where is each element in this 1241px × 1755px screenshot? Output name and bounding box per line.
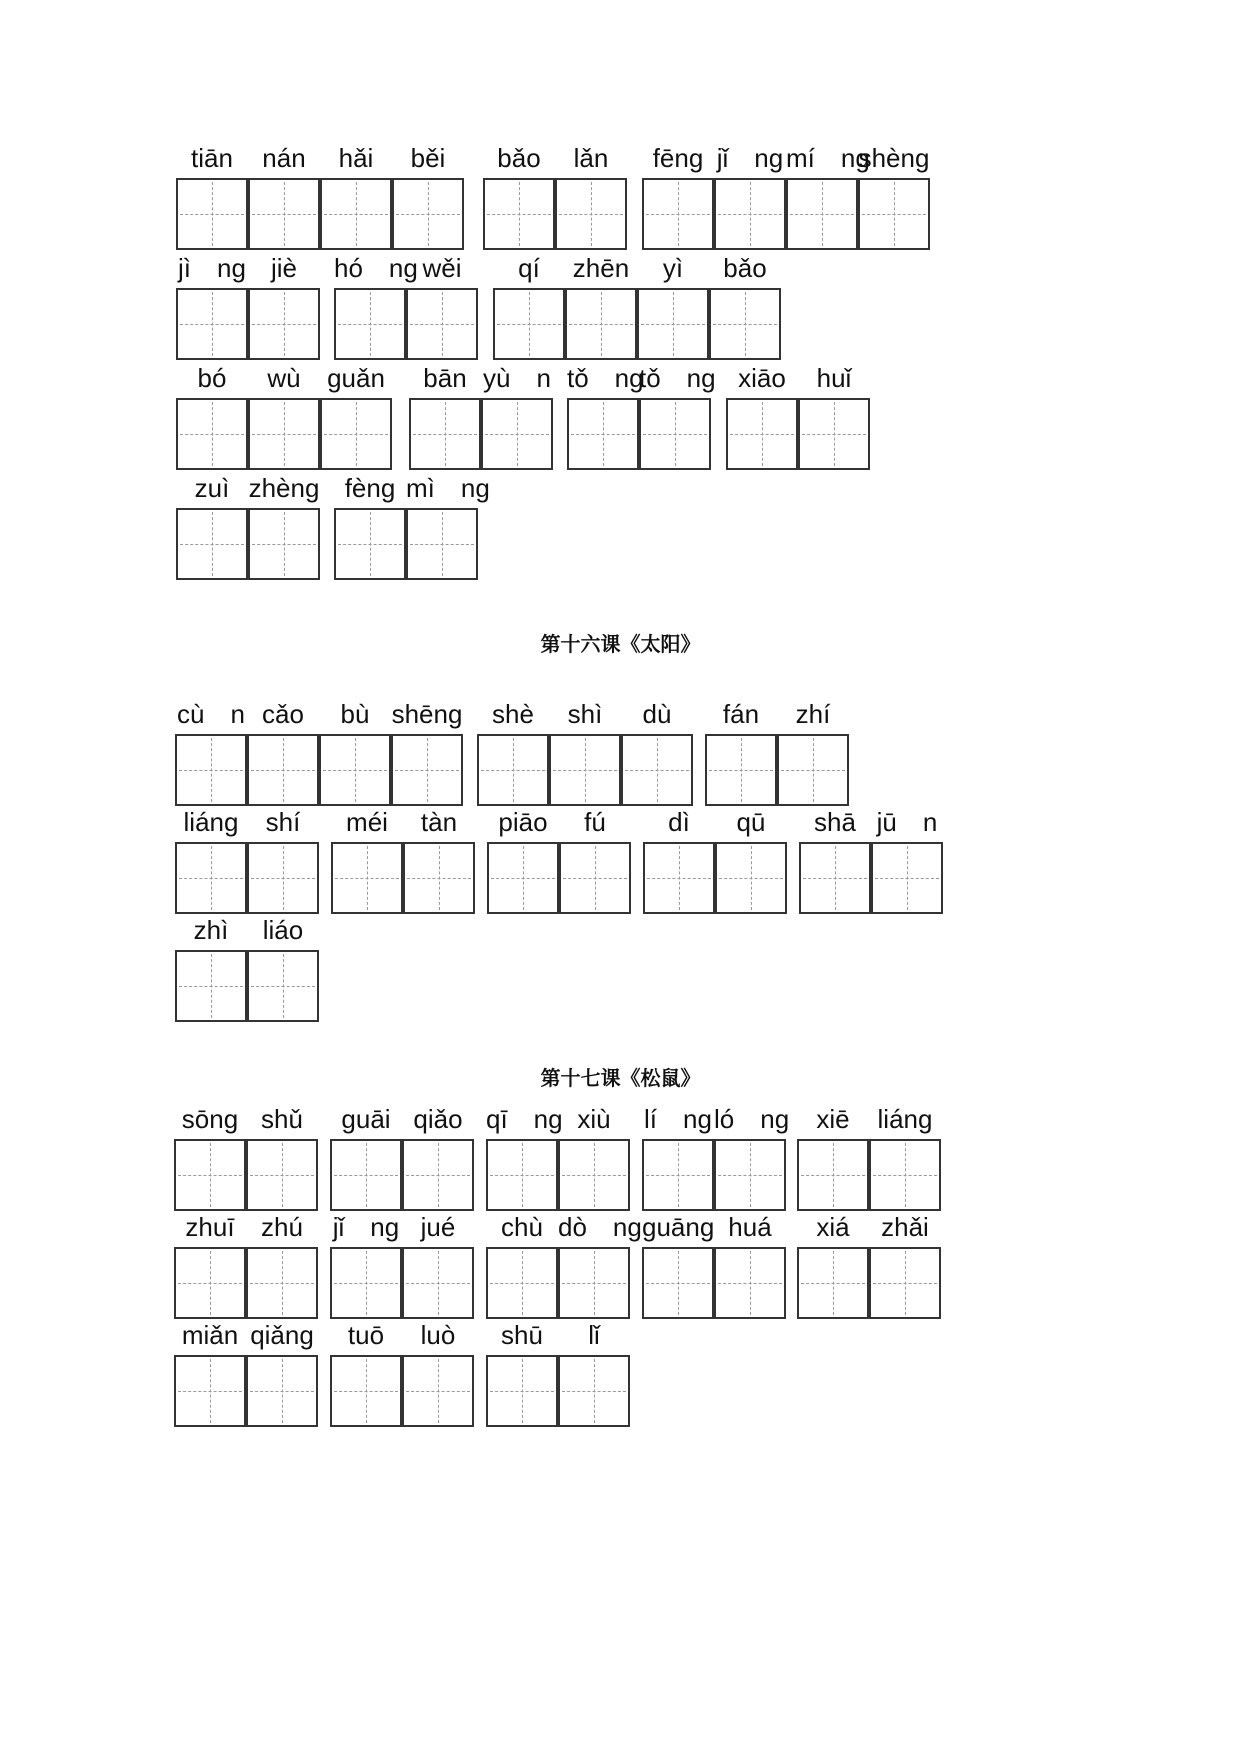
guide-line-vertical bbox=[428, 182, 429, 246]
pinyin-row bbox=[0, 250, 1241, 360]
word-group bbox=[175, 696, 463, 806]
writing-box[interactable] bbox=[246, 1139, 318, 1211]
writing-box[interactable] bbox=[642, 1139, 714, 1211]
writing-box[interactable] bbox=[402, 1355, 474, 1427]
writing-box[interactable] bbox=[705, 734, 777, 806]
writing-box[interactable] bbox=[549, 734, 621, 806]
guide-line-vertical bbox=[905, 1251, 906, 1315]
guide-line-vertical bbox=[762, 402, 763, 466]
pinyin-label: zhēn bbox=[572, 253, 630, 283]
writing-box[interactable] bbox=[715, 842, 787, 914]
guide-line-vertical bbox=[594, 1143, 595, 1207]
writing-box[interactable] bbox=[786, 178, 858, 250]
pinyin-label: mì ng bbox=[406, 473, 490, 503]
pinyin-label: tǒ ng bbox=[567, 363, 644, 393]
writing-box[interactable] bbox=[406, 288, 478, 360]
guide-line-vertical bbox=[283, 846, 284, 910]
guide-line-vertical bbox=[585, 738, 586, 802]
pinyin-label: fèng bbox=[344, 473, 396, 503]
writing-box[interactable] bbox=[248, 288, 320, 360]
guide-line-vertical bbox=[750, 1143, 751, 1207]
writing-box[interactable] bbox=[714, 178, 786, 250]
pinyin-label: xiē bbox=[816, 1104, 850, 1134]
guide-line-vertical bbox=[284, 402, 285, 466]
pinyin-label: shǔ bbox=[261, 1104, 303, 1134]
word-group bbox=[176, 250, 320, 360]
pinyin-label: yì bbox=[662, 253, 684, 283]
writing-box[interactable] bbox=[797, 1247, 869, 1319]
writing-box[interactable] bbox=[643, 842, 715, 914]
pinyin-label: nán bbox=[262, 143, 306, 173]
pinyin-label: jū n bbox=[876, 807, 938, 837]
writing-box[interactable] bbox=[477, 734, 549, 806]
writing-box[interactable] bbox=[176, 508, 248, 580]
guide-line-vertical bbox=[675, 402, 676, 466]
pinyin-row bbox=[0, 696, 1241, 806]
writing-box[interactable] bbox=[714, 1247, 786, 1319]
guide-line-vertical bbox=[750, 1251, 751, 1315]
writing-box[interactable] bbox=[330, 1355, 402, 1427]
pinyin-label: shū bbox=[501, 1320, 543, 1350]
writing-box[interactable] bbox=[486, 1139, 558, 1211]
writing-box[interactable] bbox=[176, 178, 248, 250]
pinyin-row bbox=[0, 140, 1241, 250]
writing-box[interactable] bbox=[248, 508, 320, 580]
pinyin-label: xiá bbox=[816, 1212, 850, 1242]
writing-box[interactable] bbox=[558, 1355, 630, 1427]
word-group bbox=[175, 912, 319, 1022]
pinyin-label: wù bbox=[267, 363, 301, 393]
writing-box[interactable] bbox=[709, 288, 781, 360]
writing-box[interactable] bbox=[642, 178, 714, 250]
pinyin-label: tiān bbox=[191, 143, 233, 173]
pinyin-label: qiǎo bbox=[413, 1104, 463, 1134]
guide-line-vertical bbox=[529, 292, 530, 356]
word-group bbox=[483, 140, 627, 250]
guide-line-vertical bbox=[442, 512, 443, 576]
guide-line-vertical bbox=[595, 846, 596, 910]
word-group bbox=[330, 1209, 474, 1319]
writing-box[interactable] bbox=[558, 1247, 630, 1319]
guide-line-vertical bbox=[594, 1251, 595, 1315]
writing-box[interactable] bbox=[174, 1247, 246, 1319]
pinyin-label: shí bbox=[265, 807, 301, 837]
guide-line-vertical bbox=[356, 402, 357, 466]
guide-line-vertical bbox=[523, 846, 524, 910]
guide-line-vertical bbox=[438, 1251, 439, 1315]
writing-box[interactable] bbox=[406, 508, 478, 580]
guide-line-vertical bbox=[212, 512, 213, 576]
word-group bbox=[705, 696, 849, 806]
pinyin-label: zhèng bbox=[248, 473, 320, 503]
word-group bbox=[330, 1101, 474, 1211]
writing-box[interactable] bbox=[487, 842, 559, 914]
word-group bbox=[486, 1317, 630, 1427]
guide-line-vertical bbox=[519, 182, 520, 246]
pinyin-label: shè bbox=[492, 699, 534, 729]
writing-box[interactable] bbox=[246, 1247, 318, 1319]
guide-line-vertical bbox=[366, 1359, 367, 1423]
pinyin-label: wěi bbox=[422, 253, 462, 283]
writing-box[interactable] bbox=[392, 178, 464, 250]
writing-box[interactable] bbox=[320, 178, 392, 250]
writing-box[interactable] bbox=[858, 178, 930, 250]
guide-line-vertical bbox=[833, 1251, 834, 1315]
pinyin-label: fēng bbox=[652, 143, 704, 173]
pinyin-label: bù bbox=[340, 699, 370, 729]
writing-box[interactable] bbox=[714, 1139, 786, 1211]
guide-line-vertical bbox=[513, 738, 514, 802]
pinyin-label: shì bbox=[567, 699, 603, 729]
writing-box[interactable] bbox=[558, 1139, 630, 1211]
guide-line-vertical bbox=[284, 292, 285, 356]
writing-box[interactable] bbox=[403, 842, 475, 914]
guide-line-vertical bbox=[445, 402, 446, 466]
guide-line-vertical bbox=[594, 1359, 595, 1423]
pinyin-label: fú bbox=[584, 807, 606, 837]
pinyin-label: méi bbox=[346, 807, 388, 837]
writing-box[interactable] bbox=[247, 842, 319, 914]
writing-box[interactable] bbox=[642, 1247, 714, 1319]
guide-line-vertical bbox=[370, 292, 371, 356]
pinyin-label: jué bbox=[420, 1212, 456, 1242]
word-group bbox=[486, 1209, 642, 1319]
guide-line-vertical bbox=[833, 1143, 834, 1207]
pinyin-label: luò bbox=[420, 1320, 456, 1350]
word-group bbox=[493, 250, 781, 360]
guide-line-vertical bbox=[210, 1251, 211, 1315]
guide-line-vertical bbox=[438, 1143, 439, 1207]
word-group bbox=[642, 140, 930, 250]
pinyin-label: liáng bbox=[183, 807, 239, 837]
guide-line-vertical bbox=[657, 738, 658, 802]
pinyin-label: bān bbox=[423, 363, 467, 393]
word-group bbox=[334, 470, 490, 580]
word-group bbox=[642, 1101, 790, 1211]
word-group bbox=[797, 1209, 941, 1319]
guide-line-vertical bbox=[283, 954, 284, 1018]
pinyin-label: hǎi bbox=[338, 143, 374, 173]
pinyin-label: běi bbox=[410, 143, 446, 173]
guide-line-vertical bbox=[212, 402, 213, 466]
writing-box[interactable] bbox=[567, 398, 639, 470]
writing-box[interactable] bbox=[334, 508, 406, 580]
lesson-16-title: 第十六课《太阳》 bbox=[540, 632, 701, 656]
pinyin-label: yù n bbox=[483, 363, 551, 393]
guide-line-vertical bbox=[822, 182, 823, 246]
pinyin-row bbox=[0, 470, 1241, 580]
writing-box[interactable] bbox=[330, 1139, 402, 1211]
writing-box[interactable] bbox=[176, 398, 248, 470]
writing-box[interactable] bbox=[637, 288, 709, 360]
writing-box[interactable] bbox=[869, 1139, 941, 1211]
word-group bbox=[174, 1101, 318, 1211]
guide-line-vertical bbox=[210, 1143, 211, 1207]
guide-line-vertical bbox=[678, 182, 679, 246]
guide-line-vertical bbox=[366, 1143, 367, 1207]
writing-box[interactable] bbox=[247, 950, 319, 1022]
word-group bbox=[175, 804, 319, 914]
guide-line-vertical bbox=[366, 1251, 367, 1315]
word-group bbox=[176, 360, 392, 470]
guide-line-vertical bbox=[679, 846, 680, 910]
writing-box[interactable] bbox=[176, 288, 248, 360]
writing-box[interactable] bbox=[559, 842, 631, 914]
pinyin-label: bó bbox=[197, 363, 227, 393]
writing-box[interactable] bbox=[555, 178, 627, 250]
writing-box[interactable] bbox=[777, 734, 849, 806]
guide-line-vertical bbox=[522, 1359, 523, 1423]
pinyin-label: zhú bbox=[261, 1212, 303, 1242]
pinyin-label: zhì bbox=[193, 915, 229, 945]
pinyin-label: dò ng bbox=[558, 1212, 642, 1242]
pinyin-label: qí bbox=[518, 253, 540, 283]
pinyin-label: huá bbox=[728, 1212, 772, 1242]
pinyin-label: jì ng bbox=[178, 253, 246, 283]
guide-line-vertical bbox=[750, 182, 751, 246]
pinyin-label: tuō bbox=[347, 1320, 385, 1350]
word-group bbox=[643, 804, 787, 914]
pinyin-row bbox=[0, 1101, 1241, 1211]
guide-line-vertical bbox=[905, 1143, 906, 1207]
pinyin-label: tàn bbox=[420, 807, 458, 837]
writing-box[interactable] bbox=[320, 398, 392, 470]
writing-box[interactable] bbox=[174, 1355, 246, 1427]
guide-line-vertical bbox=[522, 1251, 523, 1315]
word-group bbox=[409, 360, 553, 470]
pinyin-label: cù n bbox=[177, 699, 245, 729]
guide-line-vertical bbox=[678, 1251, 679, 1315]
guide-line-vertical bbox=[907, 846, 908, 910]
writing-box[interactable] bbox=[175, 842, 247, 914]
pinyin-label: guǎn bbox=[327, 363, 385, 393]
writing-box[interactable] bbox=[247, 734, 319, 806]
writing-box[interactable] bbox=[493, 288, 565, 360]
guide-line-vertical bbox=[370, 512, 371, 576]
guide-line-vertical bbox=[591, 182, 592, 246]
guide-line-vertical bbox=[439, 846, 440, 910]
pinyin-label: lǎn bbox=[573, 143, 609, 173]
writing-box[interactable] bbox=[402, 1247, 474, 1319]
guide-line-vertical bbox=[834, 402, 835, 466]
pinyin-label: sōng bbox=[181, 1104, 239, 1134]
pinyin-label: jiè bbox=[270, 253, 297, 283]
pinyin-label: guāng bbox=[642, 1212, 715, 1242]
writing-box[interactable] bbox=[334, 288, 406, 360]
lesson-17-title: 第十七课《松鼠》 bbox=[540, 1066, 701, 1090]
pinyin-label: shā bbox=[814, 807, 856, 837]
pinyin-label: piāo bbox=[498, 807, 548, 837]
guide-line-vertical bbox=[210, 1359, 211, 1423]
writing-box[interactable] bbox=[798, 398, 870, 470]
guide-line-vertical bbox=[212, 182, 213, 246]
pinyin-label: bǎo bbox=[723, 253, 767, 283]
word-group bbox=[797, 1101, 941, 1211]
pinyin-label: liáo bbox=[262, 915, 304, 945]
guide-line-vertical bbox=[282, 1143, 283, 1207]
writing-box[interactable] bbox=[799, 842, 871, 914]
guide-line-vertical bbox=[442, 292, 443, 356]
pinyin-label: hó ng bbox=[334, 253, 418, 283]
guide-line-vertical bbox=[356, 182, 357, 246]
guide-line-vertical bbox=[212, 292, 213, 356]
guide-line-vertical bbox=[678, 1143, 679, 1207]
word-group bbox=[330, 1317, 474, 1427]
pinyin-label: xiù bbox=[577, 1104, 611, 1134]
writing-box[interactable] bbox=[331, 842, 403, 914]
word-group bbox=[567, 360, 716, 470]
pinyin-label: lǐ bbox=[588, 1320, 600, 1350]
guide-line-vertical bbox=[282, 1359, 283, 1423]
pinyin-label: miǎn bbox=[181, 1320, 239, 1350]
word-group bbox=[726, 360, 870, 470]
writing-box[interactable] bbox=[486, 1247, 558, 1319]
guide-line-vertical bbox=[211, 954, 212, 1018]
word-group bbox=[486, 1101, 630, 1211]
pinyin-label: bǎo bbox=[497, 143, 541, 173]
guide-line-vertical bbox=[601, 292, 602, 356]
guide-line-vertical bbox=[211, 846, 212, 910]
pinyin-row bbox=[0, 804, 1241, 914]
pinyin-label: zhuī bbox=[185, 1212, 235, 1242]
pinyin-label: shēng bbox=[391, 699, 463, 729]
guide-line-vertical bbox=[355, 738, 356, 802]
writing-box[interactable] bbox=[871, 842, 943, 914]
writing-box[interactable] bbox=[726, 398, 798, 470]
guide-line-vertical bbox=[282, 1251, 283, 1315]
guide-line-vertical bbox=[283, 738, 284, 802]
word-group bbox=[176, 470, 320, 580]
writing-box[interactable] bbox=[246, 1355, 318, 1427]
pinyin-label: jǐ ng bbox=[716, 143, 784, 173]
guide-line-vertical bbox=[673, 292, 674, 356]
writing-box[interactable] bbox=[409, 398, 481, 470]
pinyin-label: fán bbox=[722, 699, 760, 729]
word-group bbox=[487, 804, 631, 914]
guide-line-vertical bbox=[284, 182, 285, 246]
writing-box[interactable] bbox=[565, 288, 637, 360]
guide-line-vertical bbox=[603, 402, 604, 466]
writing-box[interactable] bbox=[248, 178, 320, 250]
pinyin-label: zuì bbox=[194, 473, 230, 503]
pinyin-row bbox=[0, 1317, 1241, 1427]
word-group bbox=[174, 1317, 318, 1427]
writing-box[interactable] bbox=[486, 1355, 558, 1427]
writing-box[interactable] bbox=[391, 734, 463, 806]
pinyin-label: dì bbox=[668, 807, 690, 837]
word-group bbox=[176, 140, 464, 250]
word-group bbox=[799, 804, 943, 914]
guide-line-vertical bbox=[894, 182, 895, 246]
pinyin-label: cǎo bbox=[262, 699, 304, 729]
guide-line-vertical bbox=[745, 292, 746, 356]
writing-box[interactable] bbox=[639, 398, 711, 470]
guide-line-vertical bbox=[427, 738, 428, 802]
writing-box[interactable] bbox=[175, 734, 247, 806]
writing-box[interactable] bbox=[483, 178, 555, 250]
writing-box[interactable] bbox=[621, 734, 693, 806]
pinyin-label: guāi bbox=[341, 1104, 391, 1134]
pinyin-row bbox=[0, 912, 1241, 1022]
pinyin-label: ló ng bbox=[714, 1104, 790, 1134]
word-group bbox=[334, 250, 478, 360]
pinyin-label: jǐ ng bbox=[332, 1212, 400, 1242]
writing-box[interactable] bbox=[402, 1139, 474, 1211]
pinyin-label: dù bbox=[642, 699, 672, 729]
pinyin-label: mí ng bbox=[786, 143, 870, 173]
pinyin-label: zhǎi bbox=[881, 1212, 929, 1242]
pinyin-label: shèng bbox=[858, 143, 930, 173]
pinyin-row bbox=[0, 1209, 1241, 1319]
pinyin-label: chù bbox=[501, 1212, 543, 1242]
writing-box[interactable] bbox=[797, 1139, 869, 1211]
pinyin-label: qiǎng bbox=[250, 1320, 314, 1350]
writing-box[interactable] bbox=[175, 950, 247, 1022]
pinyin-label: liáng bbox=[877, 1104, 933, 1134]
writing-box[interactable] bbox=[869, 1247, 941, 1319]
writing-box[interactable] bbox=[174, 1139, 246, 1211]
pinyin-label: xiāo bbox=[738, 363, 786, 393]
writing-box[interactable] bbox=[481, 398, 553, 470]
word-group bbox=[642, 1209, 786, 1319]
pinyin-label: zhí bbox=[795, 699, 831, 729]
guide-line-vertical bbox=[813, 738, 814, 802]
writing-box[interactable] bbox=[330, 1247, 402, 1319]
guide-line-vertical bbox=[284, 512, 285, 576]
guide-line-vertical bbox=[835, 846, 836, 910]
guide-line-vertical bbox=[438, 1359, 439, 1423]
pinyin-label: qū bbox=[736, 807, 766, 837]
pinyin-row bbox=[0, 360, 1241, 470]
pinyin-label: qī ng bbox=[486, 1104, 563, 1134]
pinyin-label: lí ng bbox=[644, 1104, 712, 1134]
pinyin-label: huǐ bbox=[816, 363, 852, 393]
guide-line-vertical bbox=[517, 402, 518, 466]
guide-line-vertical bbox=[522, 1143, 523, 1207]
word-group bbox=[331, 804, 475, 914]
pinyin-label: tǒ ng bbox=[639, 363, 716, 393]
guide-line-vertical bbox=[211, 738, 212, 802]
writing-box[interactable] bbox=[319, 734, 391, 806]
writing-box[interactable] bbox=[248, 398, 320, 470]
guide-line-vertical bbox=[741, 738, 742, 802]
guide-line-vertical bbox=[367, 846, 368, 910]
word-group bbox=[174, 1209, 318, 1319]
guide-line-vertical bbox=[751, 846, 752, 910]
word-group bbox=[477, 696, 693, 806]
